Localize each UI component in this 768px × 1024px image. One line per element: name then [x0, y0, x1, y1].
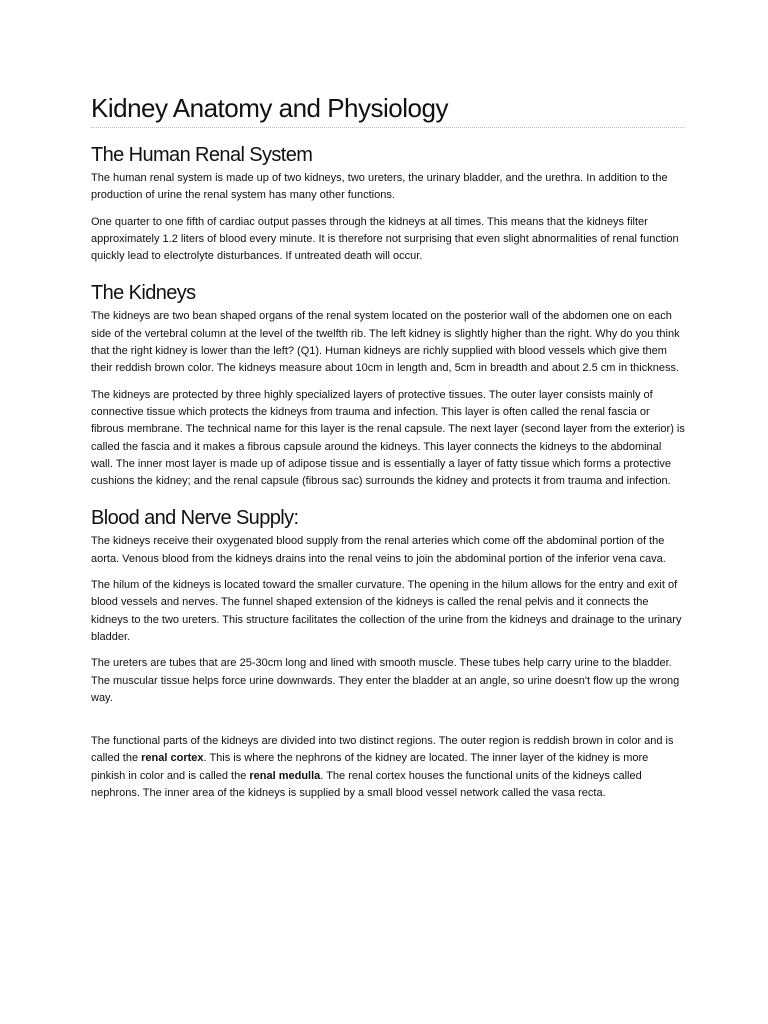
section-heading-blood-nerve: Blood and Nerve Supply: [91, 507, 299, 530]
paragraph-kidneys-1: The kidneys are two bean shaped organs of the renal system located on the posterior wall of the abdomen one on each side of the vertebral column at the level of the twelfth rib. The left kidney is slightly higher than the right. Why do you think that the right kidney is lower than the left? (Q1). Human kidneys are richly supplied with blood vessels which give them their reddish brown color. The kidneys measure about 10cm in length and, 5cm in breadth and about 2.5 cm in thickness. [91, 310, 680, 375]
paragraph-renal-1: The human renal system is made up of two kidneys, two ureters, the urinary bladder, and the urethra. In addition to the production of urine the renal system has many other functions. [91, 172, 668, 202]
section-heading-renal-system: The Human Renal System [91, 144, 313, 166]
text-run: The functional parts of the kidneys are divided into two distinct regions. The outer region is reddish brown in color and is called the [91, 735, 674, 765]
paragraph-blood-4 [91, 733, 685, 802]
title-divider [91, 127, 685, 128]
document-title: Kidney Anatomy and Physiology [91, 93, 448, 123]
paragraph-renal-2: One quarter to one fifth of cardiac output passes through the kidneys at all times. This means that the kidneys filter approximately 1.2 liters of blood every minute. It is therefore not surprising that even slight abnormalities of renal function quickly lead to electrolyte disturbances. If untreated death will occur. [91, 215, 679, 263]
paragraph-blood-1: The kidneys receive their oxygenated blood supply from the renal arteries which come off the abdominal portion of the aorta. Venous blood from the kidneys drains into the renal veins to join the abdominal portion of the inferior vena cava. [91, 535, 666, 565]
document-body [91, 140, 685, 802]
section-heading-kidneys: The Kidneys [91, 282, 196, 305]
paragraph-blood-3: The ureters are tubes that are 25-30cm long and lined with smooth muscle. These tubes help carry urine to the bladder. The muscular tissue helps force urine downwards. They enter the bladder at an angle, so urine doesn't flow up the wrong way. [91, 657, 680, 704]
term-renal-medulla: renal medulla [249, 769, 321, 782]
text-run: . The renal cortex houses the functional units of the kidneys called nephrons. The inner area of the kidneys is supplied by a small blood vessel network called the vasa recta. [91, 769, 642, 800]
paragraph-kidneys-2: The kidneys are protected by three highly specialized layers of protective tissues. The outer layer consists mainly of connective tissue which protects the kidneys from trauma and infection. This layer is often called the renal fascia or fibrous membrane. The technical name for this layer is the renal capsule. The next layer (second layer from the exterior) is called the fascia and it makes a fibrous capsule around the kidneys. This layer connects the kidneys to the abdominal wall. The inner most layer is made up of adipose tissue and is essentially a layer of fatty tissue which forms a protective cushions the kidney; and the renal capsule (fibrous sac) surrounds the kidney and protects it from trauma and infection. [91, 388, 685, 488]
paragraph-blood-2: The hilum of the kidneys is located toward the smaller curvature. The opening in the hilum allows for the entry and exit of blood vessels and nerves. The funnel shaped extension of the kidneys is called the renal pelvis and it connects the kidneys to the two ureters. This structure facilitates the collection of the urine from the kidneys and drainage to the urinary bladder. [91, 579, 682, 643]
text-run: . This is where the nephrons of the kidney are located. The inner layer of the kidney is more pinkish in color and is called the [91, 752, 649, 782]
term-renal-cortex: renal cortex [141, 752, 204, 765]
